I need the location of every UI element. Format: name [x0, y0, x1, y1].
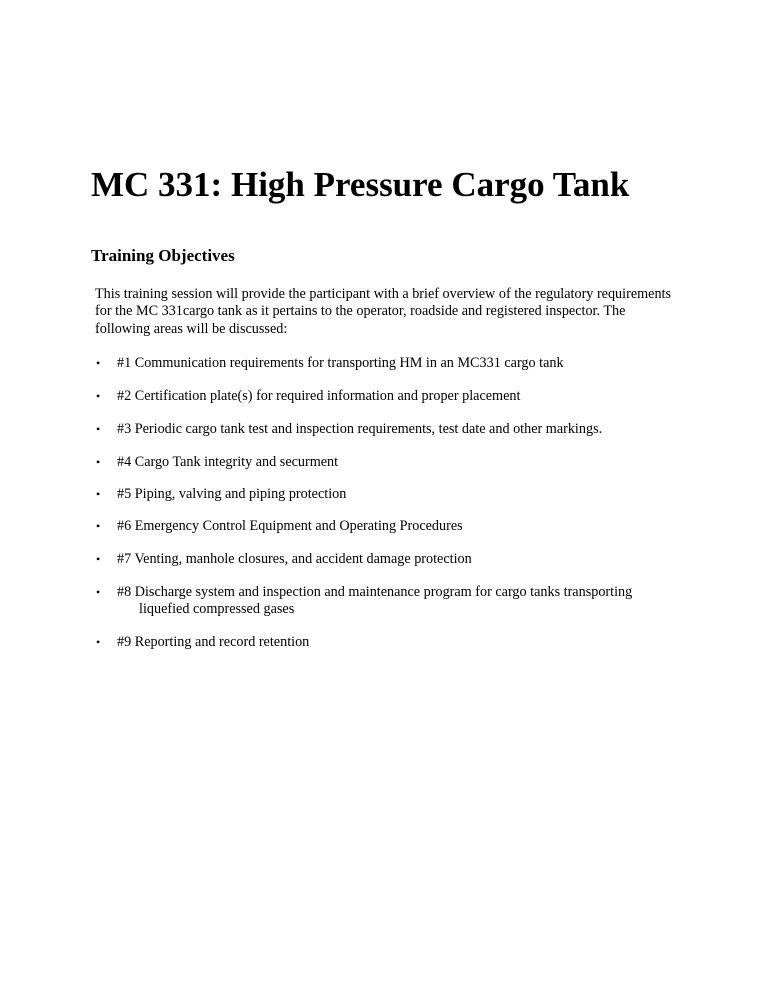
bullet-icon: •: [96, 635, 101, 649]
section-heading: Training Objectives: [91, 246, 235, 265]
bullet-icon: •: [96, 389, 101, 403]
objective-text: #1 Communication requirements for transporting HM in an MC331 cargo tank: [117, 355, 564, 371]
objective-item: [96, 551, 686, 568]
objective-item: [96, 584, 686, 618]
objective-item: [96, 388, 686, 405]
objective-item: [96, 355, 686, 372]
bullet-icon: •: [96, 356, 101, 370]
objective-text: #6 Emergency Control Equipment and Operating Procedures: [117, 518, 463, 534]
objective-item: [96, 454, 686, 471]
bullet-icon: •: [96, 552, 101, 566]
objective-item: [96, 421, 686, 438]
objective-text: #9 Reporting and record retention: [117, 634, 310, 650]
bullet-icon: •: [96, 422, 101, 436]
objective-text: #3 Periodic cargo tank test and inspection requirements, test date and other markings.: [117, 421, 603, 437]
page-title: MC 331: High Pressure Cargo Tank: [91, 165, 630, 204]
bullet-icon: •: [96, 455, 101, 469]
bullet-icon: •: [96, 585, 101, 599]
objective-item: [96, 634, 686, 651]
objective-text: #5 Piping, valving and piping protection: [117, 486, 347, 502]
intro-paragraph: This training session will provide the participant with a brief overview of the regulatory requirements for the MC 331cargo tank as it pertains to the operator, roadside and registered inspector. The following areas will be discussed:: [95, 286, 672, 337]
objective-item: [96, 486, 686, 503]
objective-item: [96, 518, 686, 535]
objective-text: #7 Venting, manhole closures, and accident damage protection: [117, 551, 472, 567]
objective-text: #2 Certification plate(s) for required information and proper placement: [117, 388, 521, 404]
bullet-icon: •: [96, 487, 101, 501]
objective-text: #4 Cargo Tank integrity and securment: [117, 454, 339, 470]
objective-text: #8 Discharge system and inspection and maintenance program for cargo tanks transporting liquefied compressed gases: [117, 584, 633, 617]
bullet-icon: •: [96, 519, 101, 533]
